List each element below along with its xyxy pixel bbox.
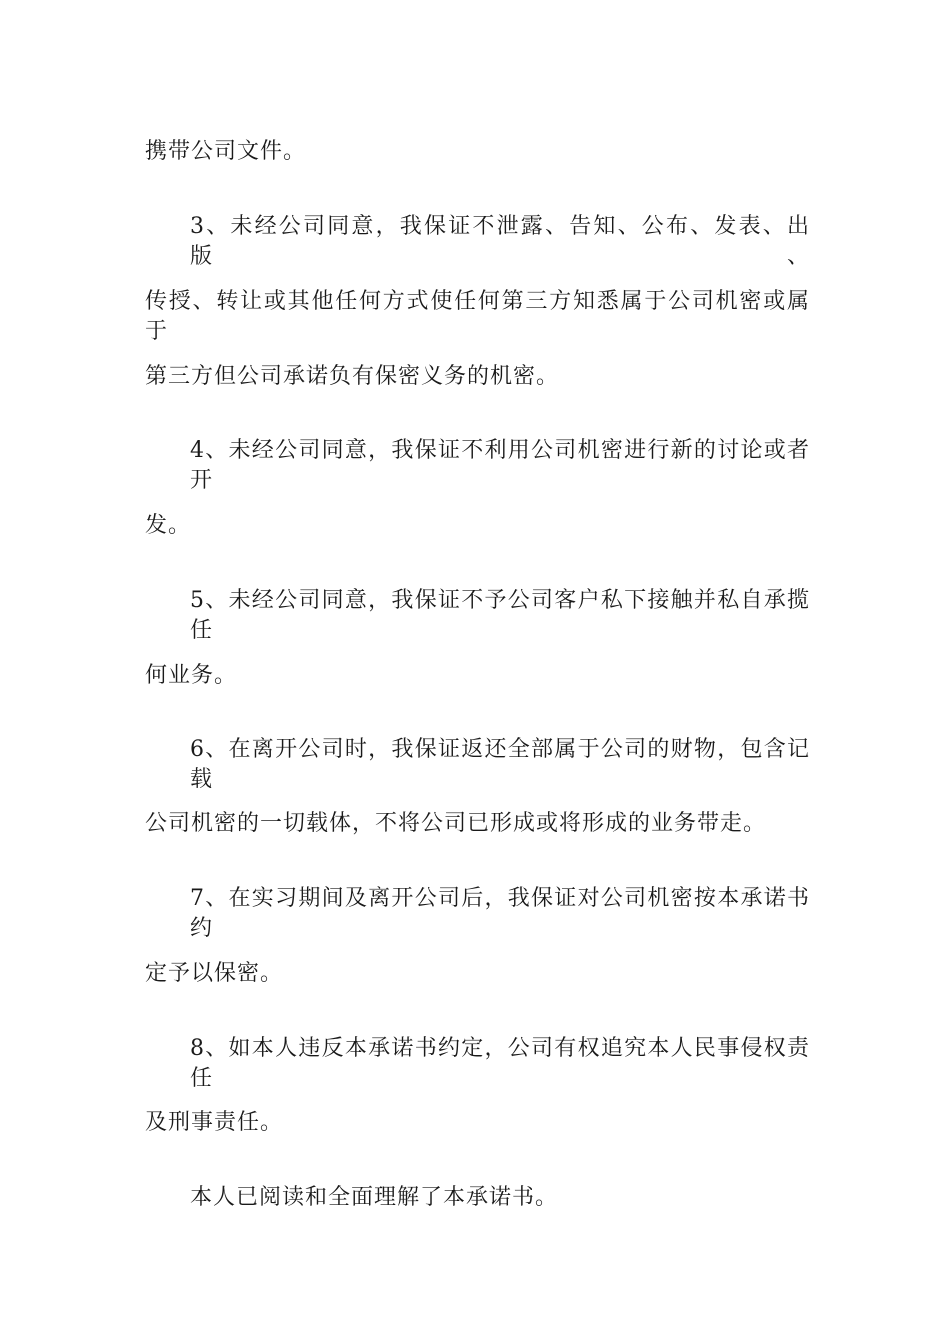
text-line: 公司机密的一切载体，不将公司已形成或将形成的业务带走。 [145,811,767,836]
clause-4-text: 4、未经公司同意，我保证不利用公司机密进行新的讨论或者开 [190,438,810,493]
clause-8-text: 8、如本人违反本承诺书约定，公司有权追究本人民事侵权责任 [190,1036,810,1091]
text-line: 发。 [145,513,192,538]
clause-3-text: 3、未经公司同意，我保证不泄露、告知、公布、发表、出版、 [190,214,810,269]
clause-7-text: 7、在实习期间及离开公司后，我保证对公司机密按本承诺书约 [190,886,810,941]
text-line: 何业务。 [145,663,238,688]
clause-5-text: 5、未经公司同意，我保证不予公司客户私下接触并私自承揽任 [190,588,810,643]
text-line: 及刑事责任。 [145,1110,284,1135]
text-line: 第三方但公司承诺负有保密义务的机密。 [145,364,560,389]
text-line: 定予以保密。 [145,961,284,986]
text-line: 携带公司文件。 [145,139,307,164]
clause-6-text: 6、在离开公司时，我保证返还全部属于公司的财物，包含记载 [190,737,810,792]
acknowledgement-text: 本人已阅读和全面理解了本承诺书。 [190,1185,559,1210]
text-line: 传授、转让或其他任何方式使任何第三方知悉属于公司机密或属于 [145,289,810,344]
